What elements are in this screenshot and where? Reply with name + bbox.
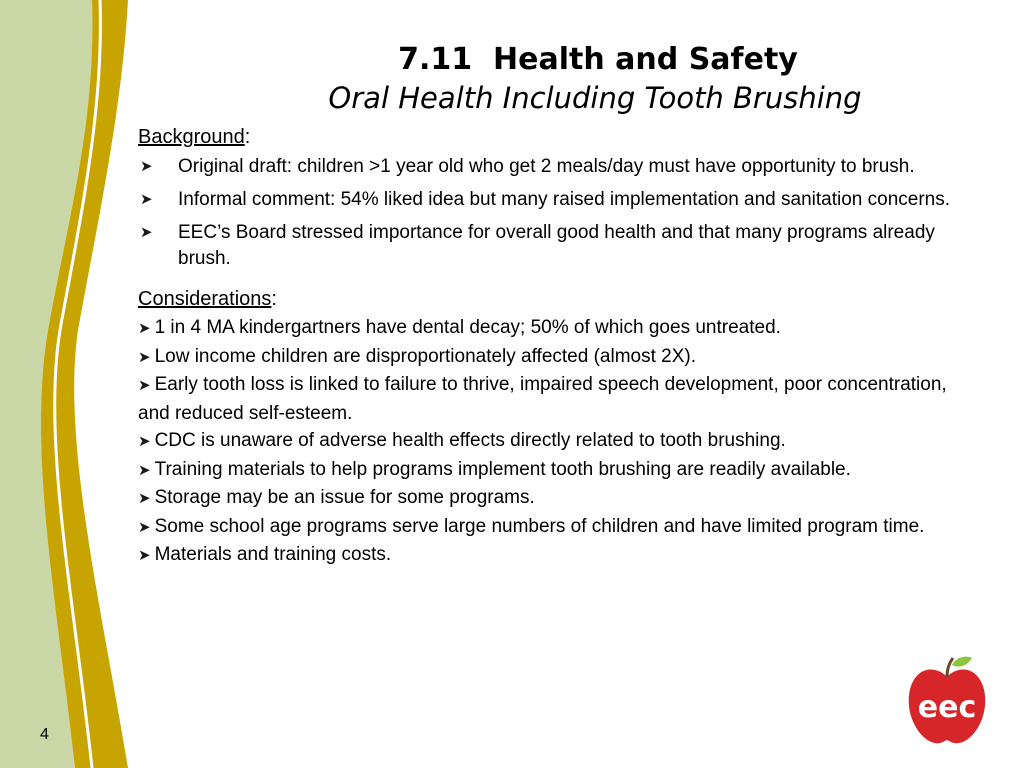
considerations-heading: Considerations: <box>138 288 277 310</box>
list-item: ➤ Some school age programs serve large numbers of children and have limited program time. <box>138 513 958 542</box>
arrow-bullet-icon: ➤ <box>140 158 153 175</box>
arrow-bullet-icon: ➤ <box>138 320 151 337</box>
background-heading: Background: <box>138 126 251 148</box>
list-item: ➤ Informal comment: 54% liked idea but many raised implementation and sanitation concerns. <box>138 187 958 213</box>
list-item: ➤ EEC’s Board stressed importance for overall good health and that many programs already brush. <box>140 222 935 269</box>
list-item: ➤ Materials and training costs. <box>138 541 958 570</box>
list-item: ➤ Original draft: children >1 year old who get 2 meals/day must have opportunity to brush. <box>138 154 958 180</box>
arrow-bullet-icon: ➤ <box>140 224 153 241</box>
logo-text: eec <box>917 690 977 725</box>
list-item: ➤ 1 in 4 MA kindergartners have dental decay; 50% of which goes untreated. <box>138 314 958 343</box>
list-item: ➤ Early tooth loss is linked to failure to thrive, impaired speech development, poor concentration, and reduced self-esteem. <box>138 374 947 424</box>
page-number: 4 <box>40 726 49 743</box>
arrow-bullet-icon: ➤ <box>138 348 151 366</box>
slide-subtitle: Oral Health Including Tooth Brushing <box>328 81 862 115</box>
arrow-bullet-icon: ➤ <box>138 433 151 450</box>
eec-logo <box>900 655 995 750</box>
list-item: ➤ Storage may be an issue for some programs. <box>138 484 958 513</box>
slide-title: 7.11 Health and Safety <box>398 42 798 77</box>
background-list <box>138 154 958 272</box>
arrow-bullet-icon: ➤ <box>138 547 151 564</box>
decorative-side-band <box>0 0 140 768</box>
arrow-bullet-icon: ➤ <box>138 490 151 507</box>
arrow-bullet-icon: ➤ <box>138 377 151 394</box>
arrow-bullet-icon: ➤ <box>140 191 153 208</box>
considerations-list <box>138 314 958 570</box>
list-item: ➤ Training materials to help programs implement tooth brushing are readily available. <box>138 456 958 485</box>
leaf-icon <box>952 657 972 667</box>
list-item: ➤ Low income children are disproportionately affected (almost 2X). <box>138 343 958 372</box>
list-item: ➤ CDC is unaware of adverse health effects directly related to tooth brushing. <box>138 427 958 456</box>
arrow-bullet-icon: ➤ <box>138 518 151 536</box>
arrow-bullet-icon: ➤ <box>138 461 151 479</box>
slide-content <box>138 124 958 570</box>
slide-title-block <box>200 40 960 116</box>
